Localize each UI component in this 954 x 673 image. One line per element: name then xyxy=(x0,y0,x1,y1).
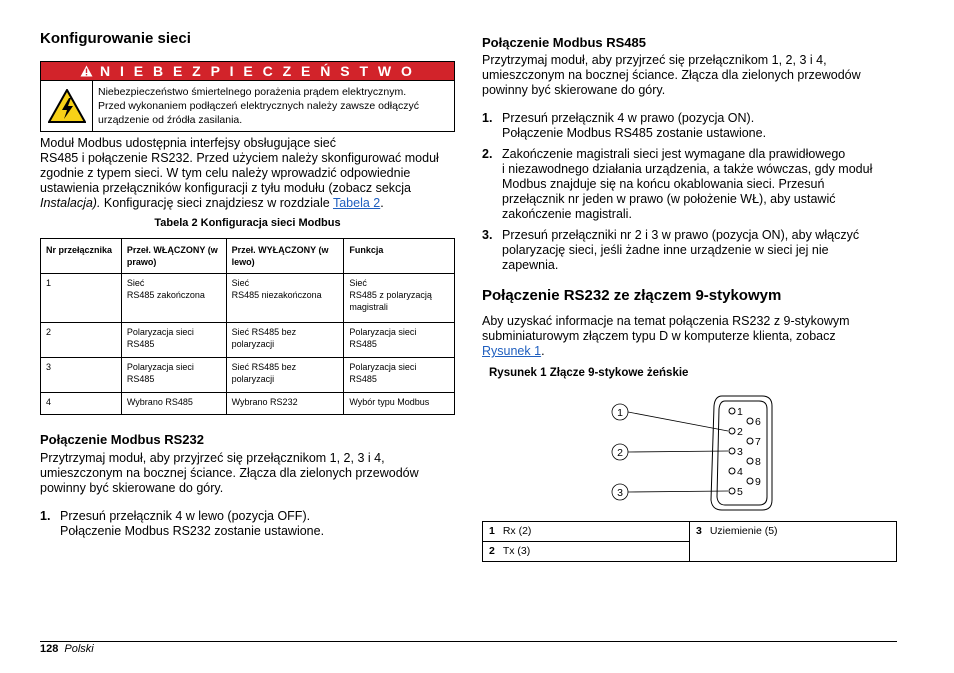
table-cell xyxy=(344,323,455,358)
intro-paragraph xyxy=(40,136,455,211)
text-line xyxy=(40,196,455,211)
table-header-row xyxy=(41,239,455,274)
step-list xyxy=(482,111,897,273)
pin-label: 1 xyxy=(737,406,743,418)
text-span: . xyxy=(380,196,384,210)
table-cell: 2 xyxy=(41,323,122,358)
figure-caption: Rysunek 1 Złącze 9-stykowe żeńskie xyxy=(489,367,689,379)
legend-label: Tx (3) xyxy=(502,545,531,557)
section-heading: Konfigurowanie sieci xyxy=(40,30,191,47)
pin-label: 7 xyxy=(755,436,761,448)
table-row xyxy=(41,358,455,393)
legend-item xyxy=(483,522,690,542)
step-number: 2. xyxy=(482,147,493,161)
table-cell: Wybrano RS485 xyxy=(121,393,226,415)
callout-label: 3 xyxy=(617,487,623,499)
step-number: 3. xyxy=(482,228,493,242)
page-number: 128 xyxy=(40,643,59,655)
danger-header xyxy=(41,62,454,81)
electrical-hazard-icon xyxy=(41,81,93,131)
step-text: Modbus znajduje się na końcu okablowania sieci. Przesuń xyxy=(502,177,825,191)
cell-line: Sieć xyxy=(126,278,145,288)
cell-line: RS485 xyxy=(126,374,155,384)
cell-line: RS485 z polaryzacją xyxy=(349,290,432,300)
cell-line: Sieć xyxy=(349,278,367,288)
legend-item xyxy=(690,522,897,562)
table-2-link[interactable]: Tabela 2 xyxy=(332,196,381,210)
legend-row xyxy=(483,522,897,542)
cell-line: Sieć RS485 bez xyxy=(231,362,297,372)
pin-label: 5 xyxy=(737,486,743,498)
step-number: 1. xyxy=(482,111,493,125)
figure-legend xyxy=(482,521,897,562)
column-header: Przeł. WŁĄCZONY (w prawo) xyxy=(121,239,226,274)
cell-line: polaryzacji xyxy=(231,339,275,349)
text-line xyxy=(482,344,897,359)
table-cell: 4 xyxy=(41,393,122,415)
text-line: Moduł Modbus udostępnia interfejsy obsługujące sieć xyxy=(40,136,337,150)
warning-triangle-icon xyxy=(80,63,100,79)
step-text: Połączenie Modbus RS232 zostanie ustawione. xyxy=(60,524,325,538)
cell-line: magistrali xyxy=(349,302,388,312)
pin-label: 2 xyxy=(737,426,743,438)
table-cell xyxy=(121,358,226,393)
table-cell xyxy=(226,323,344,358)
footer-language: Polski xyxy=(64,643,94,655)
legend-number: 1 xyxy=(489,525,495,537)
table-cell xyxy=(344,274,455,323)
text-line: zgodnie z typem sieci. W tym celu należy wprowadzić odpowiednie xyxy=(40,166,411,180)
step-item xyxy=(482,228,897,273)
table-cell xyxy=(121,274,226,323)
text-line: ustawienia przełączników konfiguracji z tyłu modułu (zobacz sekcja xyxy=(40,181,412,195)
text-line: Aby uzyskać informacje na temat połączenia RS232 z 9-stykowym xyxy=(482,314,850,328)
step-item xyxy=(40,509,455,539)
column-header: Funkcja xyxy=(344,239,455,274)
pin-label: 3 xyxy=(737,446,743,458)
text-line: RS485 i połączenie RS232. Przed użyciem należy skonfigurować moduł xyxy=(40,151,439,165)
text-line: subminiaturowym złączem typu D w komputerze klienta, zobacz xyxy=(482,329,836,343)
danger-text-line: Przed wykonaniem podłączeń elektrycznych należy zawsze odłączyć xyxy=(98,100,419,112)
cell-line: Polaryzacja sieci xyxy=(349,362,417,372)
text-span: Konfigurację sieci znajdziesz w rozdziale xyxy=(100,196,333,210)
subsection-heading: Połączenie Modbus RS232 xyxy=(40,432,204,447)
table-row xyxy=(41,393,455,415)
cell-line: RS485 niezakończona xyxy=(231,290,322,300)
danger-box xyxy=(40,61,455,132)
cell-line: Sieć RS485 bez xyxy=(231,327,297,337)
text-span: . xyxy=(541,344,545,358)
table-row xyxy=(41,323,455,358)
cell-line: polaryzacji xyxy=(231,374,275,384)
pin-label: 6 xyxy=(755,416,761,428)
pin-label: 8 xyxy=(755,456,761,468)
table-cell xyxy=(226,358,344,393)
cell-line: Polaryzacja sieci xyxy=(126,362,194,372)
right-column xyxy=(482,30,897,557)
step-text: polaryzację sieci, jeśli żadne inne urządzenie w sieci jej nie xyxy=(502,243,829,257)
rs232-section xyxy=(40,432,455,539)
italic-ref: Instalacja). xyxy=(40,196,101,210)
text-line: powinny być skierowane do góry. xyxy=(482,83,666,97)
footer-rule xyxy=(40,641,897,642)
step-text: i niezawodnego działania urządzenia, a także wówczas, gdy moduł xyxy=(502,162,873,176)
legend-number: 2 xyxy=(489,545,495,557)
cell-line: Polaryzacja sieci xyxy=(349,327,417,337)
table-cell: Wybór typu Modbus xyxy=(344,393,455,415)
step-text: zakończenie magistrali. xyxy=(502,207,632,221)
cell-line: RS485 xyxy=(349,339,377,349)
legend-label: Rx (2) xyxy=(502,525,532,537)
danger-text-line: urządzenie od źródła zasilania. xyxy=(98,114,243,126)
cell-line: Sieć xyxy=(231,278,250,288)
danger-text-line: Niebezpieczeństwo śmiertelnego porażenia prądem elektrycznym. xyxy=(98,86,407,98)
table-cell: 3 xyxy=(41,358,122,393)
figure-1-link[interactable]: Rysunek 1 xyxy=(482,344,542,358)
page-footer xyxy=(40,643,94,655)
table-row xyxy=(41,274,455,323)
table-cell xyxy=(226,274,344,323)
step-number: 1. xyxy=(40,509,51,523)
db9-connector-diagram xyxy=(482,388,897,523)
legend-item xyxy=(483,542,690,562)
subsection-heading: Połączenie Modbus RS485 xyxy=(482,35,646,50)
step-text: Przesuń przełącznik 4 w lewo (pozycja OFF). xyxy=(60,509,311,523)
text-line: umieszczonym na bocznej ściance. Złącza dla zielonych przewodów xyxy=(40,466,419,480)
table-cell: Wybrano RS232 xyxy=(226,393,344,415)
step-text: Przesuń przełączniki nr 2 i 3 w prawo (pozycja ON), aby włączyć xyxy=(502,228,860,242)
left-column xyxy=(40,30,455,538)
table-cell: 1 xyxy=(41,274,122,323)
table-caption: Tabela 2 Konfiguracja sieci Modbus xyxy=(154,217,341,229)
text-line: powinny być skierowane do góry. xyxy=(40,481,224,495)
table-cell xyxy=(121,323,226,358)
callout-label: 1 xyxy=(617,407,623,419)
step-text: Przesuń przełącznik 4 w prawo (pozycja ON). xyxy=(502,111,755,125)
cell-line: RS485 xyxy=(126,339,155,349)
text-line: Przytrzymaj moduł, aby przyjrzeć się przełącznikom 1, 2, 3 i 4, xyxy=(482,53,827,67)
step-list xyxy=(40,509,455,539)
legend-number: 3 xyxy=(696,525,702,537)
danger-title: N I E B E Z P I E C Z E Ń S T W O xyxy=(99,63,415,79)
section-heading: Połączenie RS232 ze złączem 9-stykowym xyxy=(482,287,782,304)
step-text: Zakończenie magistrali sieci jest wymagane dla prawidłowego xyxy=(502,147,846,161)
column-header: Nr przełącznika xyxy=(41,239,122,274)
pin-label: 4 xyxy=(737,466,743,478)
text-line: Przytrzymaj moduł, aby przyjrzeć się przełącznikom 1, 2, 3 i 4, xyxy=(40,451,385,465)
step-item xyxy=(482,147,897,222)
table-cell xyxy=(344,358,455,393)
text-line: umieszczonym na bocznej ściance. Złącza dla zielonych przewodów xyxy=(482,68,861,82)
pin-label: 9 xyxy=(755,476,761,488)
legend-label: Uziemienie (5) xyxy=(709,525,778,537)
callout-label: 2 xyxy=(617,447,623,459)
cell-line: Polaryzacja sieci xyxy=(126,327,194,337)
step-item xyxy=(482,111,897,141)
cell-line: RS485 zakończona xyxy=(126,290,205,300)
cell-line: RS485 xyxy=(349,374,377,384)
column-header: Przeł. WYŁĄCZONY (w lewo) xyxy=(226,239,344,274)
step-text: zapewnia. xyxy=(502,258,559,272)
modbus-config-table xyxy=(40,238,455,415)
step-text: przełącznik nr jeden w prawo (w położenie WŁ), aby ustawić xyxy=(502,192,836,206)
step-text: Połączenie Modbus RS485 zostanie ustawione. xyxy=(502,126,767,140)
